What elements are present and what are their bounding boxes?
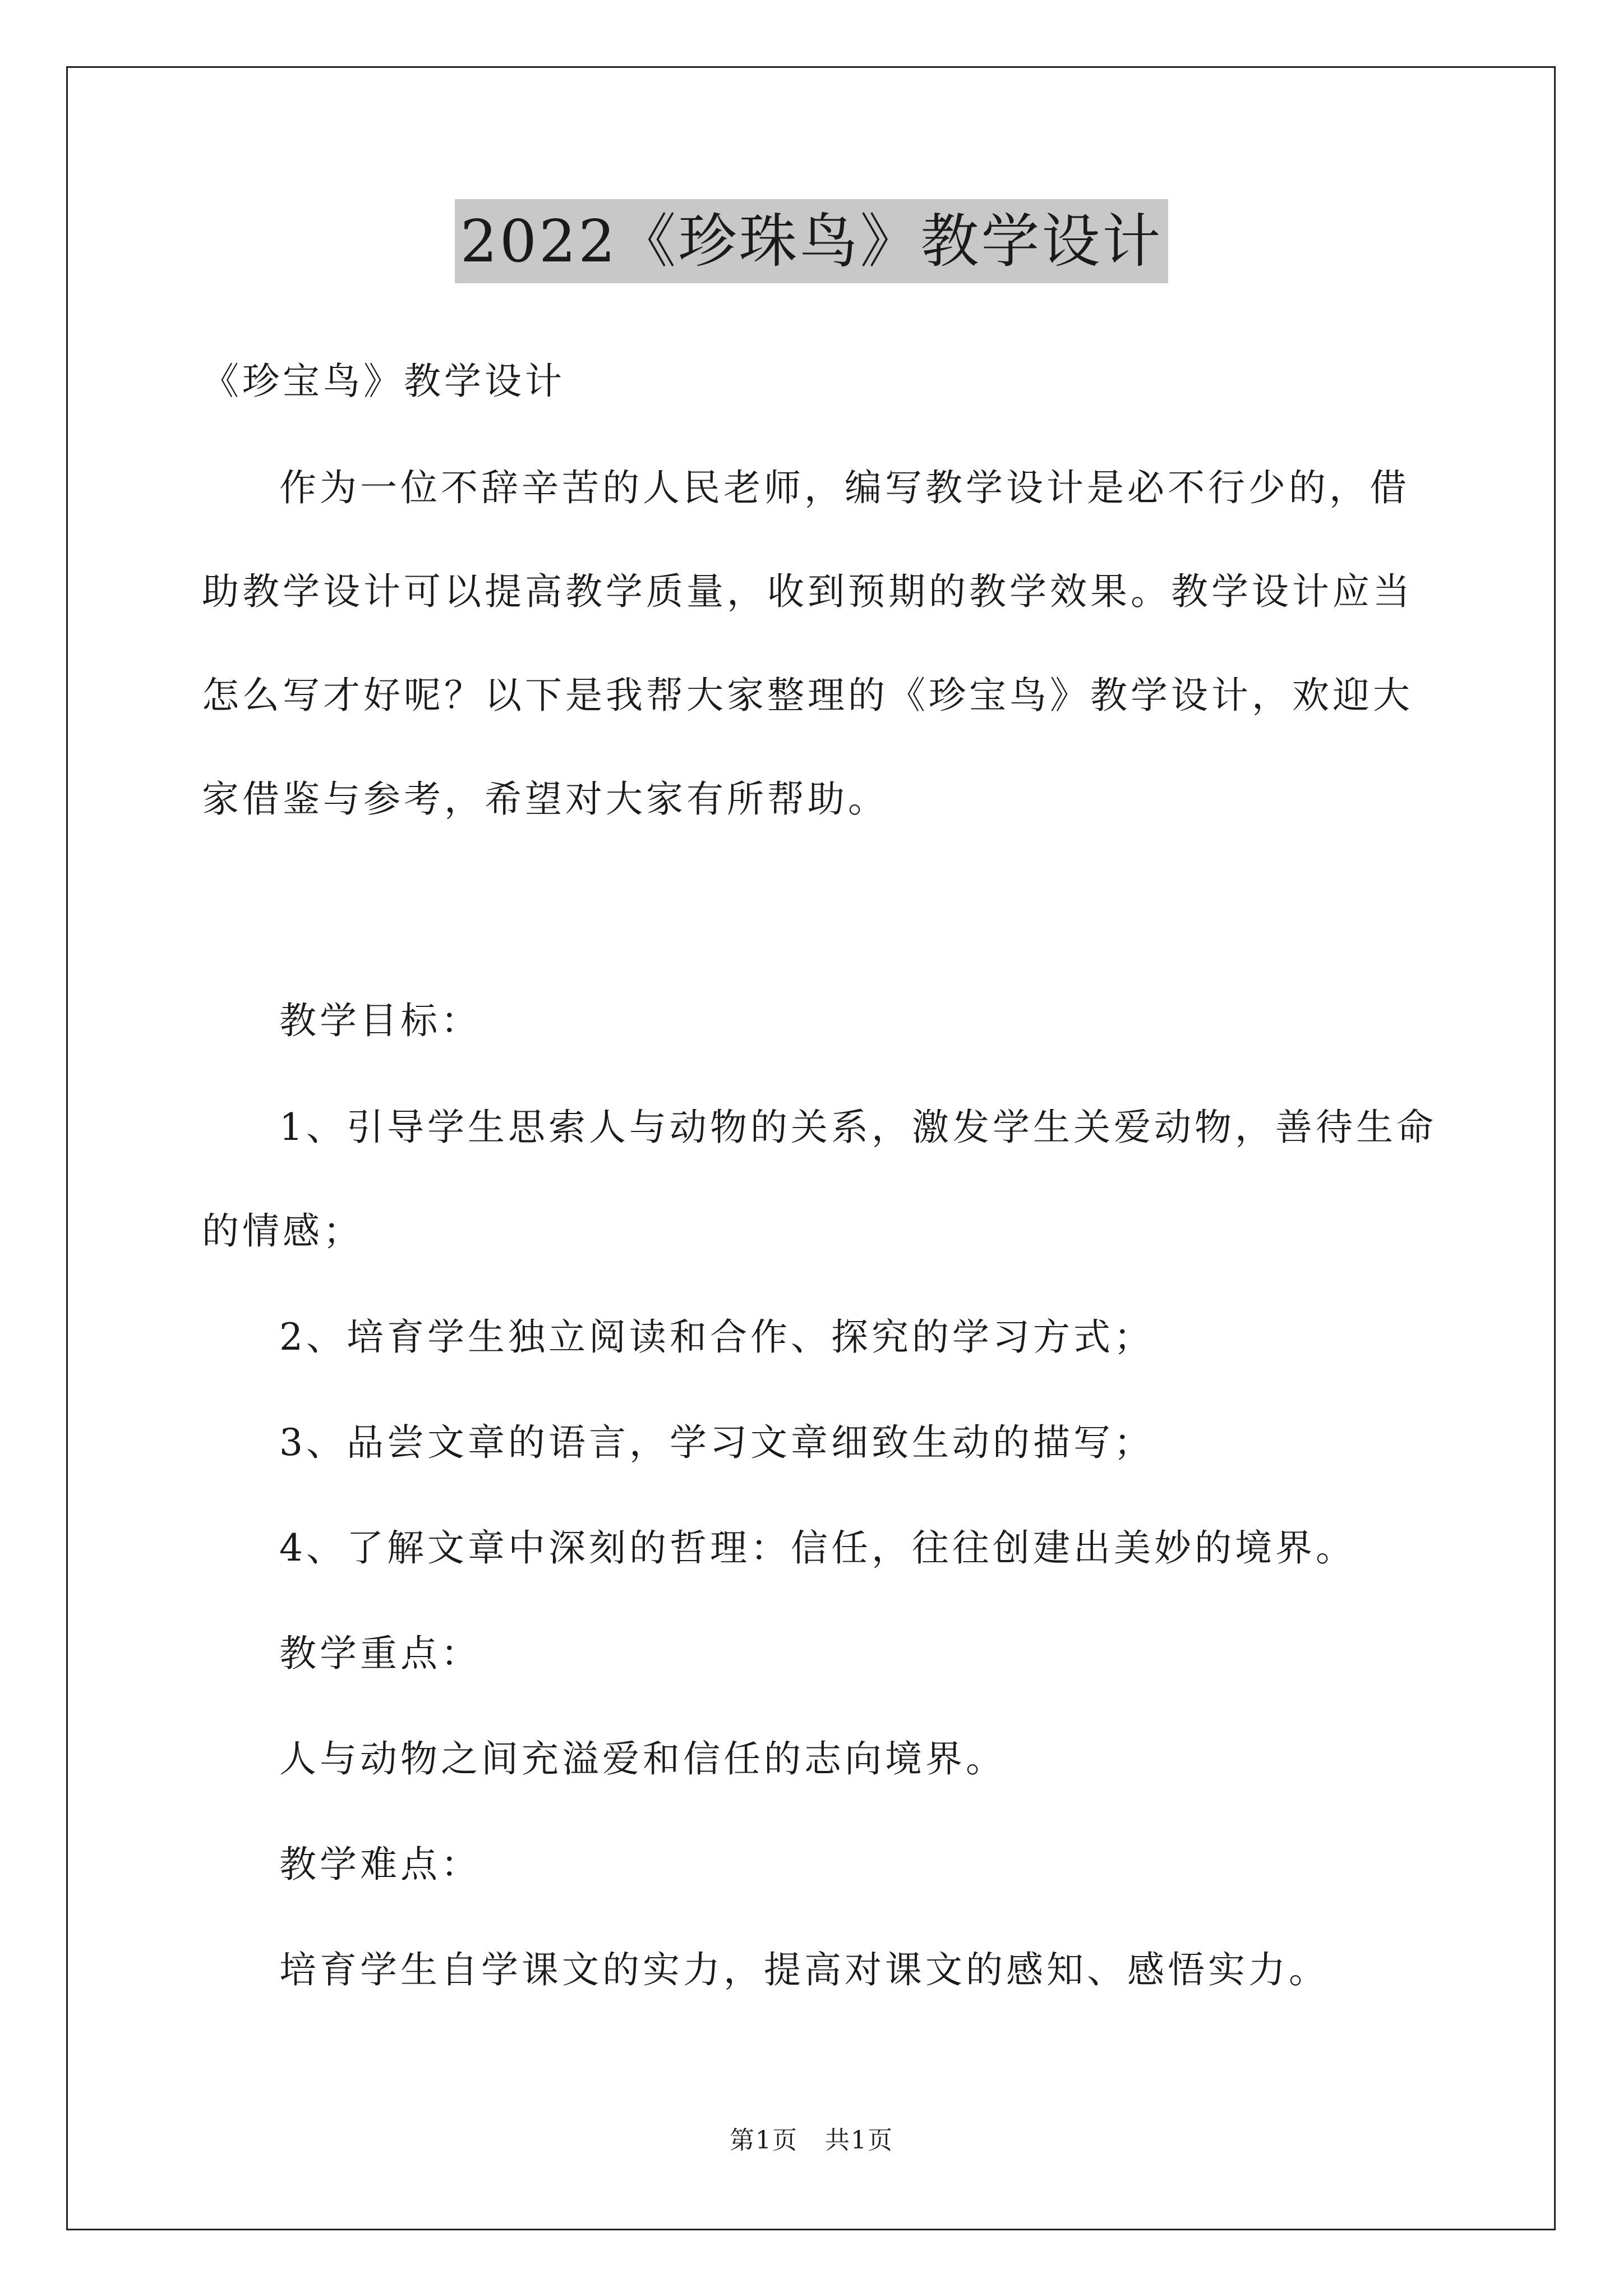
intro-line: 怎么写才好呢？以下是我帮大家整理的《珍宝鸟》教学设计，欢迎大 bbox=[202, 674, 1413, 717]
objective-1 bbox=[202, 1101, 1436, 1308]
intro-line: 作为一位不辞辛苦的人民老师，编写教学设计是必不行少的，借 bbox=[279, 466, 1410, 509]
difficulty-text: 培育学生自学课文的实力，提高对课文的感知、感悟实力。 bbox=[279, 1948, 1329, 1991]
key-point-text: 人与动物之间充溢爱和信任的志向境界。 bbox=[279, 1737, 1006, 1780]
objective-1-line: 1、引导学生思索人与动物的关系，激发学生关爱动物，善待生命 bbox=[279, 1106, 1437, 1149]
intro-line: 家借鉴与参考，希望对大家有所帮助。 bbox=[202, 777, 888, 821]
key-point-heading: 教学重点： bbox=[279, 1632, 481, 1675]
intro-paragraph bbox=[202, 461, 1436, 876]
objective-3: 3、品尝文章的语言，学习文章细致生动的描写； bbox=[279, 1421, 1154, 1464]
page-footer: 第1页 共1页 bbox=[730, 2126, 893, 2155]
objectives-heading: 教学目标： bbox=[279, 999, 481, 1042]
document-title-row bbox=[0, 199, 1623, 283]
objective-4: 4、了解文章中深刻的哲理：信任，往往创建出美妙的境界。 bbox=[279, 1526, 1356, 1570]
difficulty-heading: 教学难点： bbox=[279, 1843, 481, 1886]
objective-1-line: 的情感； bbox=[202, 1209, 363, 1253]
subtitle: 《珍宝鸟》教学设计 bbox=[202, 360, 565, 403]
intro-line: 助教学设计可以提高教学质量，收到预期的教学效果。教学设计应当 bbox=[202, 570, 1413, 613]
document-title: 2022《珍珠鸟》教学设计 bbox=[455, 199, 1169, 283]
objective-2: 2、培育学生独立阅读和合作、探究的学习方式； bbox=[279, 1315, 1154, 1359]
